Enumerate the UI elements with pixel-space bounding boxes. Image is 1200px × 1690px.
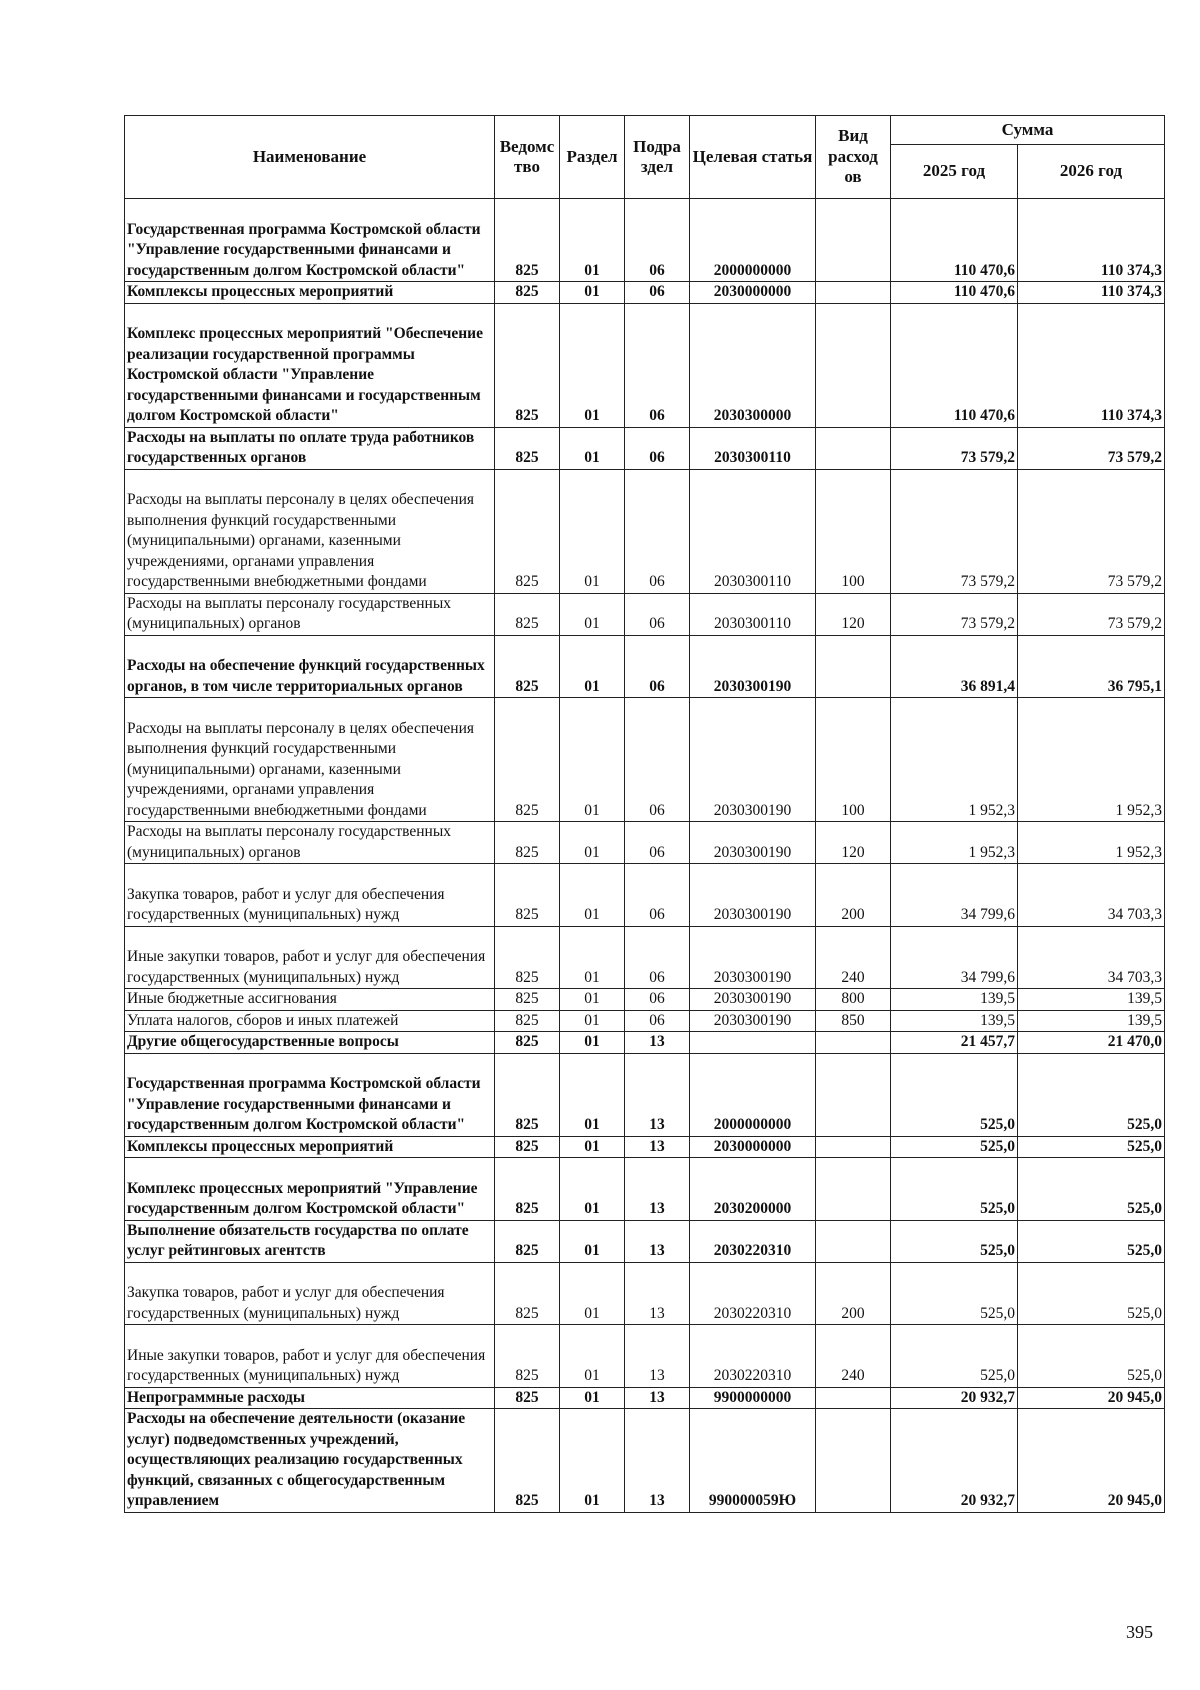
cell-razdel: 01 (560, 989, 625, 1011)
cell-razdel: 01 (560, 1158, 625, 1221)
cell-target: 2000000000 (690, 199, 816, 282)
cell-sum-2025: 525,0 (891, 1262, 1018, 1325)
cell-name: Комплекс процессных мероприятий "Управление государственным долгом Костромской области" (125, 1158, 495, 1221)
cell-razdel: 01 (560, 1136, 625, 1158)
cell-vid: 100 (816, 469, 891, 593)
cell-razdel: 01 (560, 1010, 625, 1032)
cell-razdel: 01 (560, 926, 625, 989)
cell-podrazdel: 13 (625, 1220, 690, 1262)
cell-vedomstvo: 825 (495, 1325, 560, 1388)
cell-podrazdel: 13 (625, 1409, 690, 1513)
cell-target: 2030220310 (690, 1262, 816, 1325)
header-vedomstvo: Ведомс тво (495, 116, 560, 199)
cell-target: 2000000000 (690, 1053, 816, 1136)
cell-vid (816, 1409, 891, 1513)
cell-podrazdel: 06 (625, 989, 690, 1011)
cell-sum-2025: 139,5 (891, 1010, 1018, 1032)
cell-podrazdel: 06 (625, 469, 690, 593)
header-target: Целевая статья (690, 116, 816, 199)
cell-podrazdel: 13 (625, 1032, 690, 1054)
cell-name: Комплексы процессных мероприятий (125, 1136, 495, 1158)
cell-sum-2025: 1 952,3 (891, 698, 1018, 822)
cell-razdel: 01 (560, 1053, 625, 1136)
table-row (125, 926, 1165, 989)
cell-podrazdel: 06 (625, 864, 690, 927)
cell-target: 2030220310 (690, 1325, 816, 1388)
cell-podrazdel: 13 (625, 1158, 690, 1221)
cell-target: 2030300190 (690, 822, 816, 864)
cell-sum-2026: 525,0 (1018, 1136, 1165, 1158)
cell-podrazdel: 13 (625, 1387, 690, 1409)
cell-vid: 850 (816, 1010, 891, 1032)
cell-podrazdel: 13 (625, 1262, 690, 1325)
cell-vid (816, 199, 891, 282)
cell-vid (816, 1158, 891, 1221)
table-row (125, 698, 1165, 822)
cell-sum-2026: 1 952,3 (1018, 822, 1165, 864)
cell-razdel: 01 (560, 1325, 625, 1388)
cell-sum-2026: 525,0 (1018, 1053, 1165, 1136)
cell-sum-2025: 34 799,6 (891, 926, 1018, 989)
cell-vedomstvo: 825 (495, 199, 560, 282)
cell-name: Выполнение обязательств государства по оплате услуг рейтинговых агентств (125, 1220, 495, 1262)
table-row (125, 1010, 1165, 1032)
cell-vid (816, 1053, 891, 1136)
cell-sum-2026: 21 470,0 (1018, 1032, 1165, 1054)
cell-sum-2026: 34 703,3 (1018, 864, 1165, 927)
cell-target: 2030300000 (690, 303, 816, 427)
cell-target: 2030000000 (690, 282, 816, 304)
cell-sum-2026: 110 374,3 (1018, 282, 1165, 304)
cell-razdel: 01 (560, 1409, 625, 1513)
cell-sum-2025: 525,0 (891, 1325, 1018, 1388)
cell-podrazdel: 06 (625, 1010, 690, 1032)
cell-target: 2030300110 (690, 593, 816, 635)
cell-razdel: 01 (560, 698, 625, 822)
cell-vedomstvo: 825 (495, 1158, 560, 1221)
cell-sum-2025: 73 579,2 (891, 427, 1018, 469)
cell-vedomstvo: 825 (495, 822, 560, 864)
cell-vedomstvo: 825 (495, 989, 560, 1011)
cell-sum-2026: 34 703,3 (1018, 926, 1165, 989)
table-row (125, 1409, 1165, 1513)
cell-name: Иные закупки товаров, работ и услуг для обеспечения государственных (муниципальных) нужд (125, 926, 495, 989)
cell-podrazdel: 06 (625, 282, 690, 304)
cell-razdel: 01 (560, 822, 625, 864)
cell-sum-2025: 36 891,4 (891, 635, 1018, 698)
cell-vid (816, 1136, 891, 1158)
cell-name: Комплексы процессных мероприятий (125, 282, 495, 304)
header-year-2025: 2025 год (891, 145, 1018, 199)
cell-sum-2026: 525,0 (1018, 1158, 1165, 1221)
cell-target: 2030000000 (690, 1136, 816, 1158)
cell-sum-2025: 525,0 (891, 1053, 1018, 1136)
cell-sum-2026: 73 579,2 (1018, 469, 1165, 593)
cell-razdel: 01 (560, 1220, 625, 1262)
header-vid: Вид расход ов (816, 116, 891, 199)
cell-vedomstvo: 825 (495, 926, 560, 989)
cell-vedomstvo: 825 (495, 1387, 560, 1409)
table-body (125, 199, 1165, 1513)
cell-vedomstvo: 825 (495, 1262, 560, 1325)
cell-sum-2026: 73 579,2 (1018, 593, 1165, 635)
cell-sum-2026: 110 374,3 (1018, 199, 1165, 282)
cell-target: 2030300190 (690, 989, 816, 1011)
cell-sum-2026: 139,5 (1018, 1010, 1165, 1032)
cell-target: 990000059Ю (690, 1409, 816, 1513)
cell-vedomstvo: 825 (495, 1409, 560, 1513)
header-podrazdel: Подра здел (625, 116, 690, 199)
cell-vedomstvo: 825 (495, 469, 560, 593)
table-header (125, 116, 1165, 199)
cell-vedomstvo: 825 (495, 864, 560, 927)
cell-name: Закупка товаров, работ и услуг для обеспечения государственных (муниципальных) нужд (125, 1262, 495, 1325)
cell-vid (816, 282, 891, 304)
cell-podrazdel: 06 (625, 926, 690, 989)
cell-vid (816, 427, 891, 469)
cell-name: Иные закупки товаров, работ и услуг для обеспечения государственных (муниципальных) нужд (125, 1325, 495, 1388)
cell-sum-2025: 1 952,3 (891, 822, 1018, 864)
table-row (125, 1262, 1165, 1325)
cell-target: 2030200000 (690, 1158, 816, 1221)
cell-vid: 200 (816, 1262, 891, 1325)
cell-vedomstvo: 825 (495, 698, 560, 822)
cell-vedomstvo: 825 (495, 1053, 560, 1136)
cell-target: 2030300190 (690, 698, 816, 822)
cell-vedomstvo: 825 (495, 1010, 560, 1032)
cell-name: Государственная программа Костромской области "Управление государственными финансами и государственным долгом Костромской области" (125, 1053, 495, 1136)
cell-razdel: 01 (560, 1262, 625, 1325)
cell-razdel: 01 (560, 864, 625, 927)
cell-target (690, 1032, 816, 1054)
cell-sum-2025: 20 932,7 (891, 1409, 1018, 1513)
cell-sum-2026: 1 952,3 (1018, 698, 1165, 822)
cell-name: Расходы на выплаты по оплате труда работников государственных органов (125, 427, 495, 469)
cell-name: Расходы на выплаты персоналу в целях обеспечения выполнения функций государственными (муниципальными) органами, казенными учреждениями, органами управления государственными внебюджетными фондами (125, 698, 495, 822)
cell-sum-2026: 110 374,3 (1018, 303, 1165, 427)
cell-podrazdel: 13 (625, 1325, 690, 1388)
cell-name: Закупка товаров, работ и услуг для обеспечения государственных (муниципальных) нужд (125, 864, 495, 927)
cell-sum-2026: 73 579,2 (1018, 427, 1165, 469)
cell-sum-2025: 110 470,6 (891, 282, 1018, 304)
cell-name: Расходы на обеспечение деятельности (оказание услуг) подведомственных учреждений, осуществляющих реализацию государственных функций, связанных с общегосударственным управлением (125, 1409, 495, 1513)
cell-vid (816, 303, 891, 427)
header-razdel: Раздел (560, 116, 625, 199)
cell-sum-2025: 73 579,2 (891, 469, 1018, 593)
cell-target: 2030300190 (690, 864, 816, 927)
table-row (125, 822, 1165, 864)
cell-vedomstvo: 825 (495, 1136, 560, 1158)
table-row (125, 469, 1165, 593)
cell-sum-2025: 21 457,7 (891, 1032, 1018, 1054)
header-year-2026: 2026 год (1018, 145, 1165, 199)
table-row (125, 593, 1165, 635)
cell-sum-2025: 139,5 (891, 989, 1018, 1011)
table-row (125, 1325, 1165, 1388)
page-number: 395 (1126, 1622, 1153, 1642)
cell-razdel: 01 (560, 635, 625, 698)
cell-name: Уплата налогов, сборов и иных платежей (125, 1010, 495, 1032)
cell-sum-2026: 525,0 (1018, 1220, 1165, 1262)
table-row (125, 282, 1165, 304)
cell-vedomstvo: 825 (495, 282, 560, 304)
cell-name: Иные бюджетные ассигнования (125, 989, 495, 1011)
cell-name: Государственная программа Костромской области "Управление государственными финансами и государственным долгом Костромской области" (125, 199, 495, 282)
cell-name: Расходы на выплаты персоналу государственных (муниципальных) органов (125, 822, 495, 864)
cell-vid (816, 1387, 891, 1409)
table-row (125, 1032, 1165, 1054)
cell-sum-2025: 525,0 (891, 1158, 1018, 1221)
cell-podrazdel: 06 (625, 199, 690, 282)
cell-podrazdel: 06 (625, 303, 690, 427)
cell-razdel: 01 (560, 303, 625, 427)
cell-vedomstvo: 825 (495, 635, 560, 698)
cell-target: 2030300190 (690, 1010, 816, 1032)
cell-vid: 800 (816, 989, 891, 1011)
cell-razdel: 01 (560, 427, 625, 469)
cell-sum-2026: 20 945,0 (1018, 1409, 1165, 1513)
cell-vid (816, 1032, 891, 1054)
cell-vid: 240 (816, 926, 891, 989)
table-row (125, 303, 1165, 427)
cell-name: Расходы на обеспечение функций государственных органов, в том числе территориальных органов (125, 635, 495, 698)
table-row (125, 1136, 1165, 1158)
cell-razdel: 01 (560, 199, 625, 282)
cell-sum-2026: 36 795,1 (1018, 635, 1165, 698)
cell-vid (816, 635, 891, 698)
cell-vid (816, 1220, 891, 1262)
cell-vid: 100 (816, 698, 891, 822)
cell-sum-2026: 525,0 (1018, 1325, 1165, 1388)
cell-podrazdel: 06 (625, 698, 690, 822)
cell-vedomstvo: 825 (495, 427, 560, 469)
cell-vedomstvo: 825 (495, 593, 560, 635)
cell-vid: 120 (816, 593, 891, 635)
cell-podrazdel: 13 (625, 1136, 690, 1158)
cell-vid: 200 (816, 864, 891, 927)
cell-name: Комплекс процессных мероприятий "Обеспечение реализации государственной программы Костромской области "Управление государственными финансами и государственным долгом Костромской области" (125, 303, 495, 427)
table-row (125, 864, 1165, 927)
cell-name: Расходы на выплаты персоналу государственных (муниципальных) органов (125, 593, 495, 635)
cell-vedomstvo: 825 (495, 1032, 560, 1054)
cell-vedomstvo: 825 (495, 303, 560, 427)
cell-razdel: 01 (560, 282, 625, 304)
table-row (125, 199, 1165, 282)
table-row (125, 635, 1165, 698)
cell-sum-2025: 34 799,6 (891, 864, 1018, 927)
table-row (125, 989, 1165, 1011)
table-row (125, 427, 1165, 469)
cell-podrazdel: 06 (625, 635, 690, 698)
cell-razdel: 01 (560, 1387, 625, 1409)
cell-target: 9900000000 (690, 1387, 816, 1409)
cell-sum-2025: 110 470,6 (891, 199, 1018, 282)
cell-target: 2030220310 (690, 1220, 816, 1262)
cell-sum-2025: 525,0 (891, 1136, 1018, 1158)
cell-target: 2030300190 (690, 926, 816, 989)
table-row (125, 1220, 1165, 1262)
cell-podrazdel: 06 (625, 822, 690, 864)
budget-table (124, 115, 1165, 1513)
cell-podrazdel: 13 (625, 1053, 690, 1136)
header-name: Наименование (125, 116, 495, 199)
header-sum: Сумма (891, 116, 1165, 145)
cell-vid: 240 (816, 1325, 891, 1388)
cell-sum-2026: 139,5 (1018, 989, 1165, 1011)
cell-sum-2026: 525,0 (1018, 1262, 1165, 1325)
cell-vid: 120 (816, 822, 891, 864)
cell-target: 2030300110 (690, 469, 816, 593)
cell-razdel: 01 (560, 469, 625, 593)
cell-sum-2025: 525,0 (891, 1220, 1018, 1262)
cell-sum-2025: 20 932,7 (891, 1387, 1018, 1409)
cell-target: 2030300110 (690, 427, 816, 469)
cell-name: Расходы на выплаты персоналу в целях обеспечения выполнения функций государственными (муниципальными) органами, казенными учреждениями, органами управления государственными внебюджетными фондами (125, 469, 495, 593)
cell-sum-2025: 110 470,6 (891, 303, 1018, 427)
cell-sum-2026: 20 945,0 (1018, 1387, 1165, 1409)
cell-razdel: 01 (560, 1032, 625, 1054)
cell-razdel: 01 (560, 593, 625, 635)
table-row (125, 1158, 1165, 1221)
cell-vedomstvo: 825 (495, 1220, 560, 1262)
cell-name: Другие общегосударственные вопросы (125, 1032, 495, 1054)
cell-podrazdel: 06 (625, 427, 690, 469)
cell-name: Непрограммные расходы (125, 1387, 495, 1409)
table-row (125, 1053, 1165, 1136)
table-row (125, 1387, 1165, 1409)
cell-podrazdel: 06 (625, 593, 690, 635)
cell-sum-2025: 73 579,2 (891, 593, 1018, 635)
cell-target: 2030300190 (690, 635, 816, 698)
